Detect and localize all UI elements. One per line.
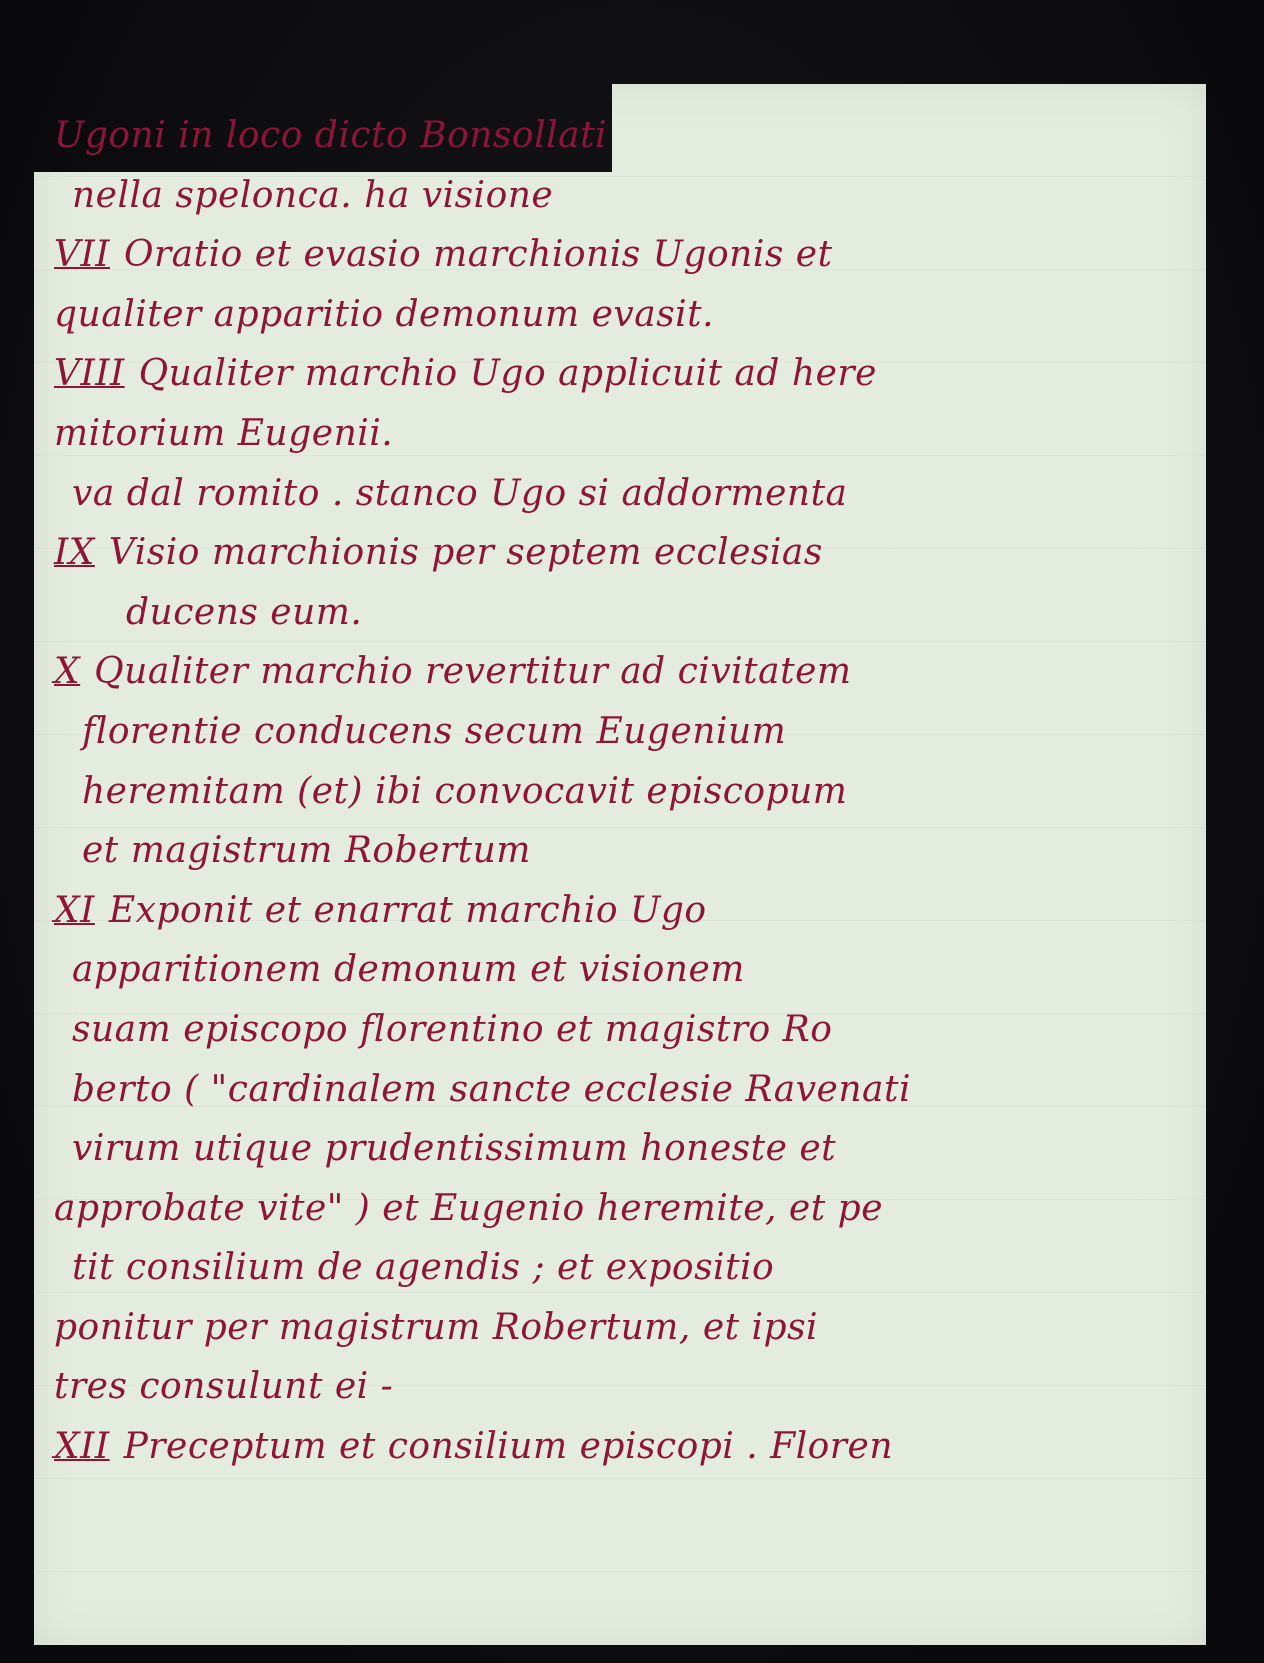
line-text: apparitionem demonum et visionem [72, 949, 745, 991]
text-line [54, 344, 1174, 404]
line-text: va dal romito . stanco Ugo si addormenta [72, 472, 848, 514]
text-line [54, 583, 1174, 643]
text-line [54, 762, 1174, 822]
line-text: Visio marchionis per septem ecclesias [108, 532, 823, 574]
line-text: nella spelonca. ha visione [72, 174, 554, 216]
chapter-number: X [54, 651, 81, 693]
text-line [54, 1298, 1174, 1358]
chapter-number: XII [54, 1426, 110, 1468]
line-text: tres consulunt ei - [54, 1366, 394, 1408]
line-text: approbate vite" ) et Eugenio heremite, et pe [54, 1187, 883, 1229]
text-line [54, 1119, 1174, 1179]
text-line [54, 1000, 1174, 1060]
chapter-number: IX [54, 532, 95, 574]
text-line [54, 940, 1174, 1000]
manuscript-text [54, 106, 1174, 1477]
text-line [54, 404, 1174, 464]
line-text: Exponit et enarrat marchio Ugo [108, 889, 707, 931]
text-line [54, 1357, 1174, 1417]
text-line [54, 642, 1174, 702]
text-line [54, 106, 1174, 166]
line-text: Ugoni in loco dicto Bonsollati [54, 115, 608, 156]
line-text: ducens eum. [126, 591, 363, 633]
line-text: tit consilium de agendis ; et expositio [72, 1247, 775, 1289]
chapter-number: XI [54, 889, 95, 931]
line-text: Qualiter marchio revertitur ad civitatem [94, 651, 852, 693]
line-text: suam episcopo florentino et magistro Ro [72, 1008, 833, 1050]
line-text: virum utique prudentissimum honeste et [72, 1128, 837, 1170]
line-text: Qualiter marchio Ugo applicuit ad here [138, 353, 877, 395]
text-line [54, 702, 1174, 762]
chapter-number: VII [54, 234, 110, 276]
text-line [54, 166, 1174, 226]
line-text: berto ( "cardinalem sancte ecclesie Ravenati [72, 1068, 911, 1110]
text-line [54, 1417, 1174, 1477]
line-text: heremitam (et) ibi convocavit episcopum [82, 770, 848, 812]
text-line [54, 821, 1174, 881]
line-text: Oratio et evasio marchionis Ugonis et [123, 234, 833, 276]
line-text: qualiter apparitio demonum evasit. [54, 293, 715, 335]
text-line [54, 1060, 1174, 1120]
text-line [54, 1179, 1174, 1239]
text-line [54, 523, 1174, 583]
line-text: florentie conducens secum Eugenium [82, 710, 787, 752]
text-line [54, 225, 1174, 285]
line-text: ponitur per magistrum Robertum, et ipsi [54, 1306, 819, 1348]
chapter-number: VIII [54, 353, 125, 395]
text-line [54, 285, 1174, 345]
text-line [54, 1238, 1174, 1298]
line-text: et magistrum Robertum [82, 830, 531, 872]
text-line [54, 881, 1174, 941]
line-text: mitorium Eugenii. [54, 412, 394, 454]
text-line [54, 464, 1174, 524]
line-text: Preceptum et consilium episcopi . Floren [123, 1426, 894, 1468]
